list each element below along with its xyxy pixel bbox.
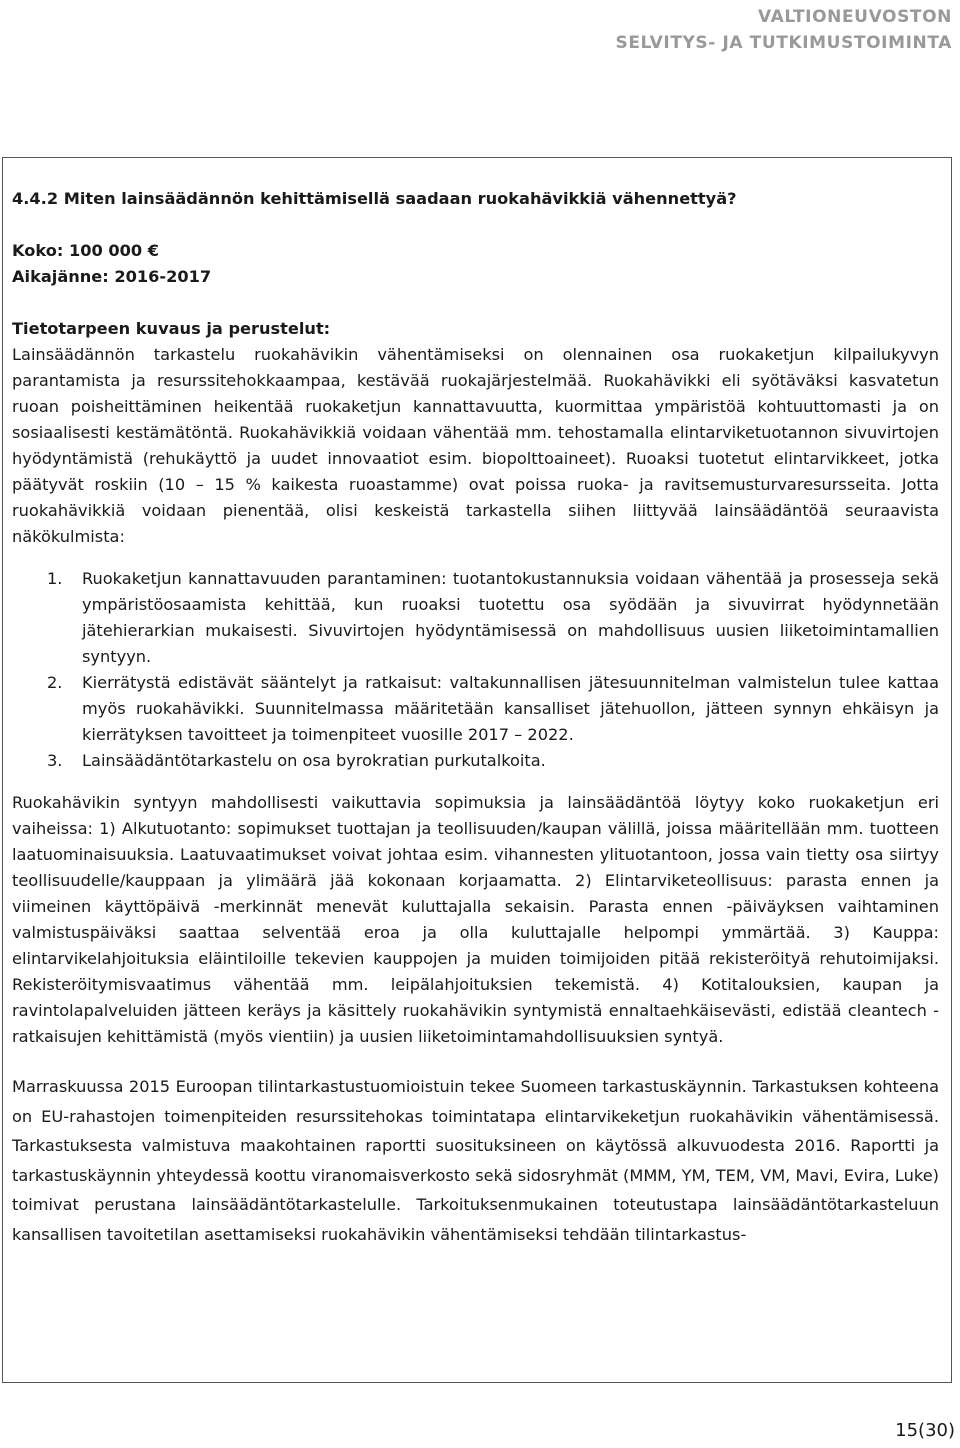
header-line-1: VALTIONEUVOSTON (757, 7, 952, 27)
list-item (12, 670, 939, 748)
section-period: Aikajänne: 2016-2017 (12, 267, 212, 286)
section-size: Koko: 100 000 € (12, 241, 160, 260)
list-item-text: Kierrätystä edistävät sääntelyt ja ratkaisut: valtakunnallisen jätesuunnitelman valmistelun tulee kattaa myös ruokahävikki. Suunnitelmassa määritetään kansalliset jätehuollon, jätteen synnyn ehkäisyn ja kierrätyksen tavoitteet ja toimenpiteet vuosille 2017 – 2022. (82, 673, 939, 744)
paragraph-sources: Ruokahävikin syntyyn mahdollisesti vaikuttavia sopimuksia ja lainsäädäntöä löytyy koko ruokaketjun eri vaiheissa: 1) Alkutuotanto: sopimukset tuottajan ja teollisuuden/kaupan välillä, joissa määritellään mm. tuotteen laatuominaisuuksia. Laatuvaatimukset voivat johtaa esim. vihannesten ylituotantoon, jossa vain tietty osa siirtyy teollisuudelle/kauppaan ja ylimäärä jää kokonaan korjaamatta. 2) Elintarviketeollisuus: parasta ennen ja viimeinen käyttöpäivä -merkinnät menevät kuluttajalla sekaisin. Parasta ennen -päiväyksen vaihtaminen valmistuspäiväksi saattaa selventää eroa ja olla kuluttajalle helpompi ymmärtää. 3) Kauppa: elintarvikelahjoituksia eläintiloille tekevien kauppojen ja muiden toimijoiden pitää rekisteröityä rehutoimijaksi. Rekisteröitymisvaatimus vähentää mm. leipälahjoituksien tekemistä. 4) Kotitalouksien, kaupan ja ravintolapalveluiden jätteen keräys ja käsittely ruokahävikin syntymistä ennaltaehkäisevästi, edistää cleantech -ratkaisujen kehittämistä (myös vientiin) ja uusien liiketoimintamahdollisuuksien syntyä. (12, 793, 939, 1046)
page-number: 15(30) (895, 1420, 955, 1441)
list-item-text: Lainsäädäntötarkastelu on osa byrokratian purkutalkoita. (82, 751, 546, 770)
page-header (616, 4, 953, 56)
section-title: 4.4.2 Miten lainsäädännön kehittämisellä saadaan ruokahävikkiä vähennettyä? (12, 189, 737, 208)
list-item-number: 3. (47, 751, 63, 770)
section-meta (12, 238, 939, 290)
list-item-number: 1. (47, 569, 63, 588)
header-line-2: SELVITYS- JA TUTKIMUSTOIMINTA (615, 33, 952, 53)
paragraph-audit: Marraskuussa 2015 Euroopan tilintarkastustuomioistuin tekee Suomeen tarkastuskäynnin. Tarkastuksen kohteena on EU-rahastojen toimenpiteiden resurssitehokas toimintatapa elintarvikeketjun ruokahävikin vähentämisessä. Tarkastuksesta valmistuva maakohtainen raportti suosituksineen on käytössä alkuvuodesta 2016. Raportti ja tarkastuskäynnin yhteydessä koottu viranomaisverkosto sekä sidosryhmät (MMM, YM, TEM, VM, Mavi, Evira, Luke) toimivat perustana lainsäädäntötarkastelulle. Tarkoituksenmukainen toteutustapa lainsäädäntötarkasteluun kansallisen tavoitetilan asettamiseksi ruokahävikin vähentämiseksi tehdään tilintarkastus- (12, 1077, 939, 1244)
list-item (12, 748, 939, 774)
perspective-list (12, 566, 939, 774)
section-content (12, 186, 939, 1249)
description-heading: Tietotarpeen kuvaus ja perustelut: (12, 319, 331, 338)
list-item (12, 566, 939, 670)
intro-paragraph: Lainsäädännön tarkastelu ruokahävikin vähentämiseksi on olennainen osa ruokaketjun kilpailukyvyn parantamista ja resurssitehokkaampaa, kestävää ruokajärjestelmää. Ruokahävikki eli syötäväksi kasvatetun ruoan poisheittäminen heikentää ruokaketjun kannattavuutta, kuormittaa ympäristöä kohtuuttomasti ja on sosiaalisesti kestämätöntä. Ruokahävikkiä voidaan vähentää mm. tehostamalla elintarviketuotannon sivuvirtojen hyödyntämistä (rehukäyttö ja uudet innovaatiot esim. biopolttoaineet). Ruoaksi tuotetut elintarvikkeet, jotka päätyvät roskiin (10 – 15 % kaikesta ruoastamme) ovat poissa ruoka- ja ravitsemusturvaresursseita. Jotta ruokahävikkiä voidaan pienentää, olisi keskeistä tarkastella siihen liittyvää lainsäädäntöä seuraavista näkökulmista: (12, 345, 939, 546)
list-item-text: Ruokaketjun kannattavuuden parantaminen: tuotantokustannuksia voidaan vähentää ja prosesseja sekä ympäristöosaamista kehittää, kun ruoaksi tuotettu osa syödään ja sivuvirrat hyödynnetään jätehierarkian mukaisesti. Sivuvirtojen hyödyntämisessä on mahdollisuus uusien liiketoimintamallien syntyyn. (82, 569, 939, 666)
list-item-number: 2. (47, 673, 63, 692)
